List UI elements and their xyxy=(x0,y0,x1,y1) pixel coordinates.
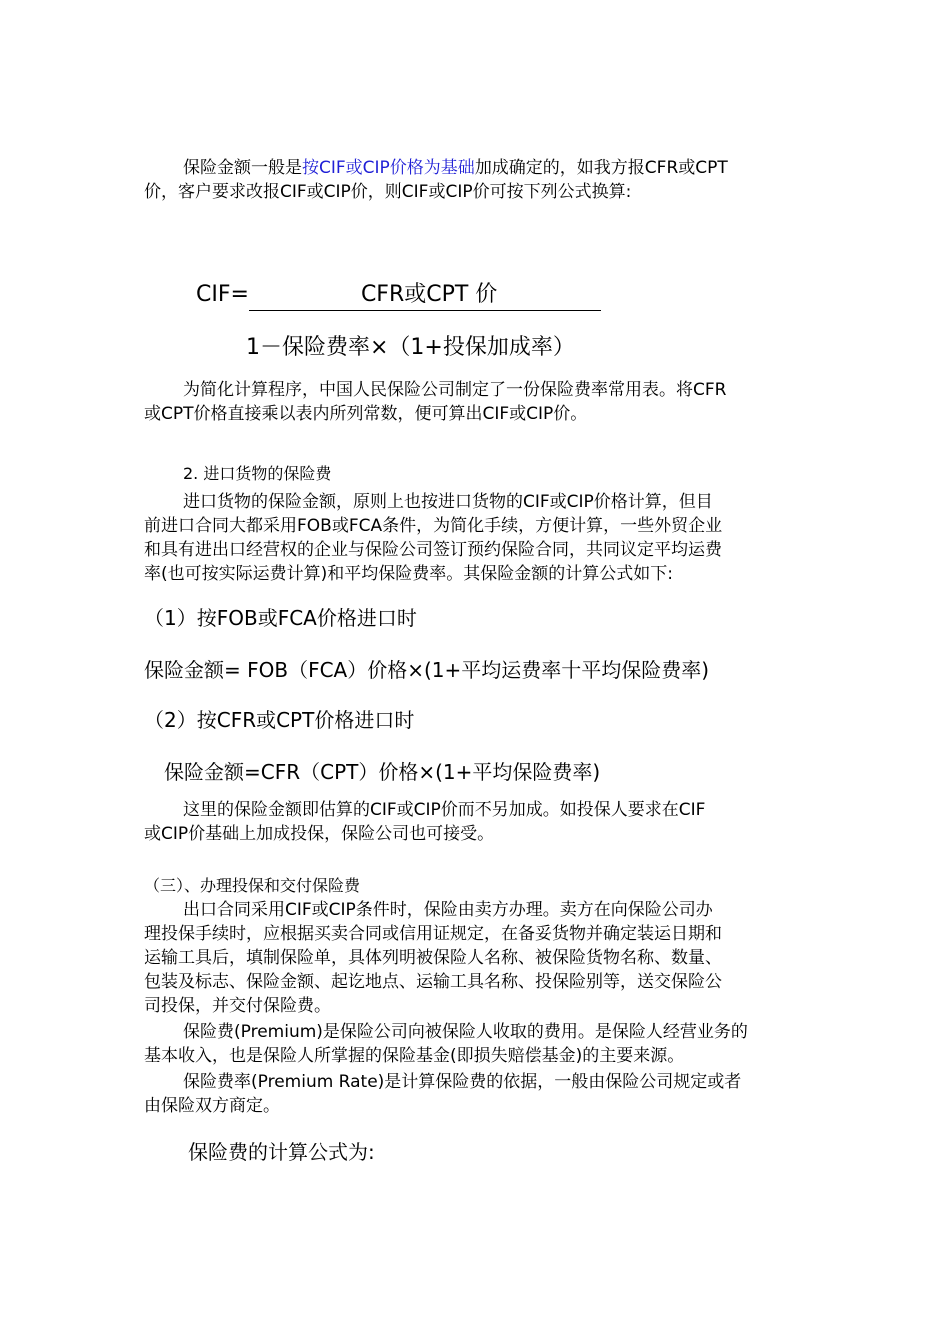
section3-p1-line2: 理投保手续时，应根据买卖合同或信用证规定，在备妥货物并确定装运日期和 xyxy=(144,924,722,944)
cif-formula-numerator-row xyxy=(196,280,601,311)
para3-line1: 这里的保险金额即估算的CIF或CIP价而不另加成。如投保人要求在CIF xyxy=(183,800,706,820)
section3-p2-line1: 保险费(Premium)是保险公司向被保险人收取的费用。是保险人经营业务的 xyxy=(183,1022,748,1042)
section3-p1-line4: 包装及标志、保险金额、起讫地点、运输工具名称、投保险别等，送交保险公 xyxy=(144,972,722,992)
section3-p1-line3: 运输工具后，填制保险单，具体列明被保险人名称、被保险货物名称、数量、 xyxy=(144,948,722,968)
para1-highlight-text: 按CIF或CIP价格为基础 xyxy=(302,158,475,178)
para1-line1-post: 加成确定的，如我方报CFR或CPT xyxy=(474,158,728,178)
section3-p3-line2: 由保险双方商定。 xyxy=(144,1096,280,1116)
section3-formula-heading: 保险费的计算公式为: xyxy=(188,1140,375,1164)
fraction-bar-left xyxy=(249,288,361,311)
section2-line2: 前进口合同大都采用FOB或FCA条件，为简化手续，方便计算，一些外贸企业 xyxy=(144,516,723,536)
section3-p1-line1: 出口合同采用CIF或CIP条件时，保险由卖方办理。卖方在向保险公司办 xyxy=(183,900,713,920)
case1-formula: 保险金额= FOB（FCA）价格×(1+平均运费率十平均保险费率) xyxy=(144,658,710,682)
case2-formula: 保险金额=CFR（CPT）价格×(1+平均保险费率) xyxy=(164,760,601,784)
para2-line2: 或CPT价格直接乘以表内所列常数，便可算出CIF或CIP价。 xyxy=(144,404,588,424)
para1-line1-pre: 保险金额一般是 xyxy=(183,158,302,178)
section3-p2-line2: 基本收入，也是保险人所掌握的保险基金(即损失赔偿基金)的主要来源。 xyxy=(144,1046,685,1066)
para1-line1 xyxy=(183,156,728,180)
section2-heading: 2. 进口货物的保险费 xyxy=(183,464,332,483)
section2-line4: 率(也可按实际运费计算)和平均保险费率。其保险金额的计算公式如下: xyxy=(144,564,673,584)
cif-formula-lhs: CIF= xyxy=(196,282,249,307)
fraction-bar-right xyxy=(497,288,601,311)
cif-formula-numerator: CFR或CPT 价 xyxy=(361,280,497,311)
para2-line1: 为简化计算程序，中国人民保险公司制定了一份保险费率常用表。将CFR xyxy=(183,380,727,400)
cif-formula-denominator: 1－保险费率×（1+投保加成率） xyxy=(246,335,575,360)
case2-heading: （2）按CFR或CPT价格进口时 xyxy=(144,708,415,732)
case1-heading: （1）按FOB或FCA价格进口时 xyxy=(144,606,417,630)
section2-line1: 进口货物的保险金额，原则上也按进口货物的CIF或CIP价格计算，但目 xyxy=(183,492,713,512)
para1-line2: 价，客户要求改报CIF或CIP价，则CIF或CIP价可按下列公式换算: xyxy=(144,182,632,202)
section3-p1-line5: 司投保，并交付保险费。 xyxy=(144,996,331,1016)
section3-heading: （三）、办理投保和交付保险费 xyxy=(144,876,361,895)
para3-line2: 或CIP价基础上加成投保，保险公司也可接受。 xyxy=(144,824,495,844)
section3-p3-line1: 保险费率(Premium Rate)是计算保险费的依据，一般由保险公司规定或者 xyxy=(183,1072,742,1092)
section2-line3: 和具有进出口经营权的企业与保险公司签订预约保险合同，共同议定平均运费 xyxy=(144,540,722,560)
